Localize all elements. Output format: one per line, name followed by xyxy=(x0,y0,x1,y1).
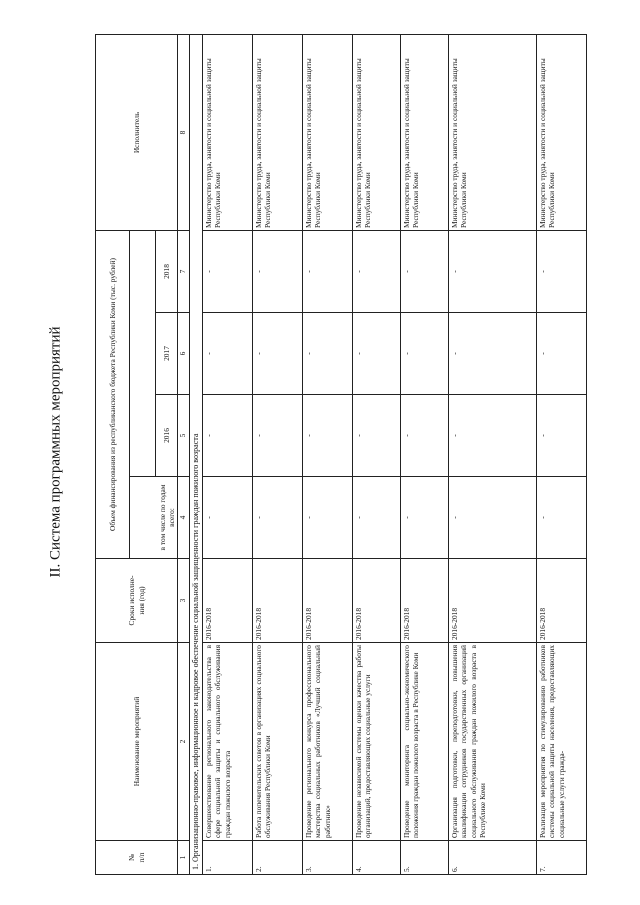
header-years-group xyxy=(130,231,156,477)
row-num: 7. xyxy=(537,841,587,875)
header-name: Наименование мероприятий xyxy=(96,643,178,841)
column-number: 7 xyxy=(178,231,190,313)
table-row xyxy=(303,35,353,875)
row-2017: - xyxy=(203,313,253,395)
row-num: 3. xyxy=(303,841,353,875)
table-row xyxy=(401,35,449,875)
column-number: 4 xyxy=(178,477,190,559)
header-2017: 2017 xyxy=(156,313,178,395)
row-2016: - xyxy=(449,395,537,477)
row-2016: - xyxy=(203,395,253,477)
row-2016: - xyxy=(353,395,401,477)
row-2018: - xyxy=(353,231,401,313)
row-total: - xyxy=(203,477,253,559)
section-title: 1. Организационно-правовое, информационное и кадровое обеспечение социальной защищенности граждан пожилого возраста xyxy=(190,35,203,875)
row-executor: Министерство труда, занятости и социальной защиты Республики Коми xyxy=(449,35,537,231)
row-num: 2. xyxy=(253,841,303,875)
row-2018: - xyxy=(203,231,253,313)
table-row xyxy=(537,35,587,875)
row-2017: - xyxy=(401,313,449,395)
row-2018: - xyxy=(537,231,587,313)
row-executor: Министерство труда, занятости и социальной защиты Республики Коми xyxy=(303,35,353,231)
row-executor: Министерство труда, занятости и социальной защиты Республики Коми xyxy=(353,35,401,231)
row-name: Проведение регионального конкурса профессионального мастерства социальных работников «Лучший социальный работник» xyxy=(303,643,353,841)
row-2017: - xyxy=(253,313,303,395)
row-2016: - xyxy=(401,395,449,477)
header-financing: Объем финансирования из республиканского бюджета Республики Коми (тыс. рублей) xyxy=(96,231,130,559)
table-row xyxy=(253,35,303,875)
column-number: 5 xyxy=(178,395,190,477)
rotated-table-container xyxy=(95,35,595,875)
header-total xyxy=(130,477,178,559)
row-name: Совершенствование регионального законодательства в сфере социальной защиты и социального обслуживания граждан пожилого возраста xyxy=(203,643,253,841)
column-number-row xyxy=(178,35,190,875)
column-number: 1 xyxy=(178,841,190,875)
row-2018: - xyxy=(449,231,537,313)
row-total: - xyxy=(353,477,401,559)
row-2018: - xyxy=(401,231,449,313)
section-row xyxy=(190,35,203,875)
header-including: в том числе по годам xyxy=(157,484,167,551)
row-executor: Министерство труда, занятости и социальной защиты Республики Коми xyxy=(537,35,587,231)
row-num: 4. xyxy=(353,841,401,875)
row-name: Организация подготовки, переподготовки, повышения квалификации сотрудников государственных организаций социального обслуживания граждан пожилого возраста в Республике Коми xyxy=(449,643,537,841)
row-2016: - xyxy=(303,395,353,477)
row-2018: - xyxy=(303,231,353,313)
row-term: 2016-2018 xyxy=(353,559,401,643)
row-total: - xyxy=(537,477,587,559)
row-2016: - xyxy=(537,395,587,477)
row-2017: - xyxy=(449,313,537,395)
row-executor: Министерство труда, занятости и социальной защиты Республики Коми xyxy=(203,35,253,231)
row-executor: Министерство труда, занятости и социальной защиты Республики Коми xyxy=(253,35,303,231)
row-name: Реализация мероприятия по стимулированию работников системы социальной защиты населения, предоставляющих социальные услуги гражда- xyxy=(537,643,587,841)
column-number: 3 xyxy=(178,559,190,643)
row-total: - xyxy=(253,477,303,559)
column-number: 2 xyxy=(178,643,190,841)
row-2017: - xyxy=(353,313,401,395)
program-measures-table xyxy=(95,34,587,875)
row-term: 2016-2018 xyxy=(303,559,353,643)
row-total: - xyxy=(303,477,353,559)
row-term: 2016-2018 xyxy=(401,559,449,643)
row-name: Проведение мониторинга социально-экономического положения граждан пожилого возраста в Республике Коми xyxy=(401,643,449,841)
row-term: 2016-2018 xyxy=(537,559,587,643)
row-num: 1. xyxy=(203,841,253,875)
row-term: 2016-2018 xyxy=(203,559,253,643)
column-number: 8 xyxy=(178,35,190,231)
header-total-label: всего: xyxy=(166,508,176,527)
page-title: II. Система программных мероприятий xyxy=(47,326,64,578)
row-name: Проведение независимой системы оценки качества работы организаций, предоставляющих социальные услуги xyxy=(353,643,401,841)
table-row xyxy=(353,35,401,875)
row-num: 6. xyxy=(449,841,537,875)
row-2016: - xyxy=(253,395,303,477)
row-2018: - xyxy=(253,231,303,313)
row-total: - xyxy=(401,477,449,559)
header-2016: 2016 xyxy=(156,395,178,477)
table-row xyxy=(203,35,253,875)
row-2017: - xyxy=(537,313,587,395)
row-total: - xyxy=(449,477,537,559)
row-term: 2016-2018 xyxy=(449,559,537,643)
header-2018: 2018 xyxy=(156,231,178,313)
row-2017: - xyxy=(303,313,353,395)
header-num: № п/п xyxy=(96,841,178,875)
table-row xyxy=(449,35,537,875)
row-num: 5. xyxy=(401,841,449,875)
column-number: 6 xyxy=(178,313,190,395)
header-executor: Исполнитель xyxy=(96,35,178,231)
header-term: Сроки исполне- ния (год) xyxy=(96,559,178,643)
row-name: Работа попечительских советов в организациях социального обслуживания Республики Коми xyxy=(253,643,303,841)
row-term: 2016-2018 xyxy=(253,559,303,643)
row-executor: Министерство труда, занятости и социальной защиты Республики Коми xyxy=(401,35,449,231)
